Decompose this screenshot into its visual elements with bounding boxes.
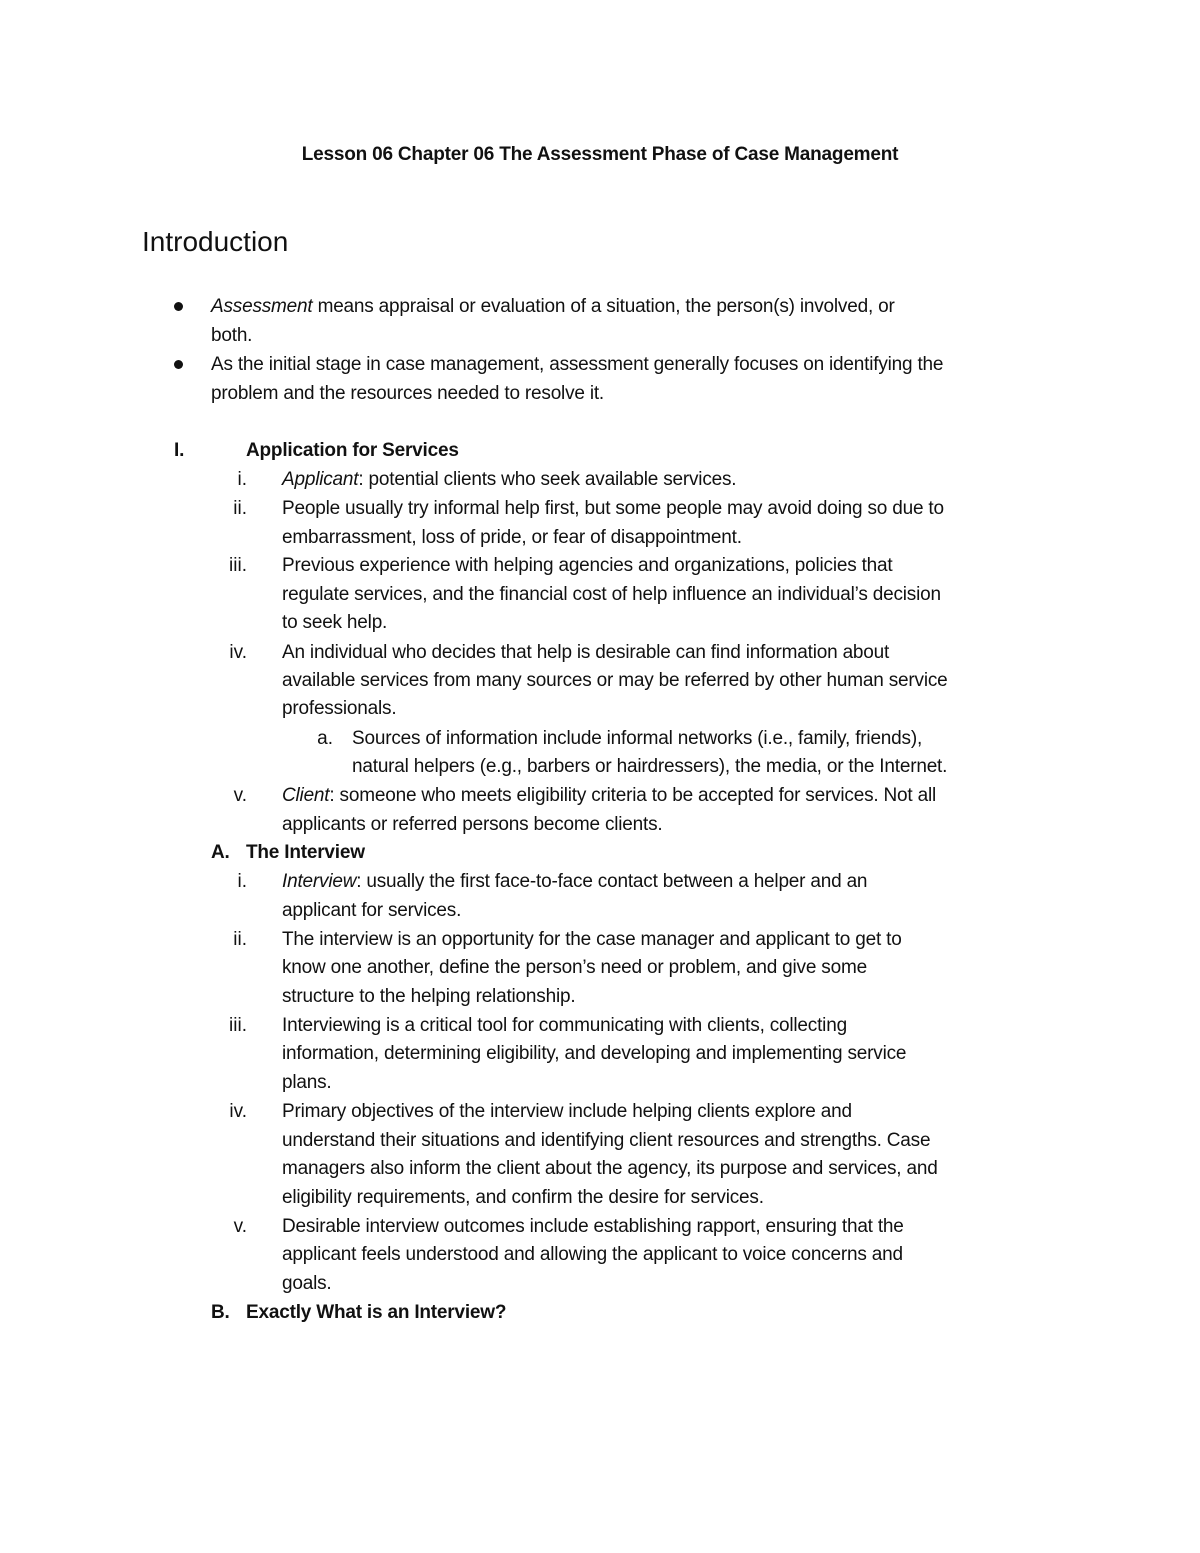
section-b-heading: Exactly What is an Interview? xyxy=(246,1302,507,1323)
list-item-line: Sources of information include informal networks (i.e., family, friends), xyxy=(352,728,923,749)
section-a-heading: The Interview xyxy=(246,842,365,863)
intro-bullet-1-line-2: both. xyxy=(211,325,253,346)
section-b-marker: B. xyxy=(211,1302,230,1323)
list-item-line: natural helpers (e.g., barbers or hairdressers), the media, or the Internet. xyxy=(352,756,948,777)
list-item-line: plans. xyxy=(282,1072,332,1093)
list-marker: a. xyxy=(317,728,333,749)
intro-bullet-2-line-2: problem and the resources needed to resolve it. xyxy=(211,383,605,404)
list-marker: ii. xyxy=(233,498,247,519)
bullet-icon xyxy=(174,360,183,369)
list-marker: i. xyxy=(237,871,247,892)
list-item-line: Interview: usually the first face-to-face contact between a helper and an xyxy=(282,871,868,892)
list-item-line: to seek help. xyxy=(282,612,388,633)
list-marker: iv. xyxy=(229,642,247,663)
intro-bullet-1-line-1: Assessment means appraisal or evaluation of a situation, the person(s) involved, or xyxy=(211,296,895,317)
list-marker: ii. xyxy=(233,929,247,950)
list-item-line: information, determining eligibility, and developing and implementing service xyxy=(282,1043,907,1064)
list-item-line: embarrassment, loss of pride, or fear of disappointment. xyxy=(282,527,742,548)
bullet-icon xyxy=(174,302,183,311)
list-item-line: applicant for services. xyxy=(282,900,462,921)
list-marker: v. xyxy=(233,785,247,806)
list-item-line: Desirable interview outcomes include establishing rapport, ensuring that the xyxy=(282,1216,904,1237)
list-item-line: regulate services, and the financial cost of help influence an individual’s decision xyxy=(282,584,941,605)
section-1-marker: I. xyxy=(174,440,185,461)
list-marker: i. xyxy=(237,469,247,490)
list-item-line: managers also inform the client about the agency, its purpose and services, and xyxy=(282,1158,938,1179)
list-marker: iii. xyxy=(229,555,247,576)
list-item-line: An individual who decides that help is desirable can find information about xyxy=(282,642,890,663)
list-item-line: eligibility requirements, and confirm the desire for services. xyxy=(282,1187,764,1208)
section-a-marker: A. xyxy=(211,842,230,863)
list-item-line: Previous experience with helping agencies and organizations, policies that xyxy=(282,555,893,576)
list-item-line: know one another, define the person’s need or problem, and give some xyxy=(282,957,867,978)
list-item-line: The interview is an opportunity for the case manager and applicant to get to xyxy=(282,929,902,950)
list-item-line: Interviewing is a critical tool for communicating with clients, collecting xyxy=(282,1015,847,1036)
list-item-line: Client: someone who meets eligibility criteria to be accepted for services. Not all xyxy=(282,785,936,806)
section-1-heading: Application for Services xyxy=(246,440,459,461)
list-item-line: Applicant: potential clients who seek available services. xyxy=(282,469,737,490)
list-item-line: applicants or referred persons become clients. xyxy=(282,814,663,835)
introduction-heading: Introduction xyxy=(142,226,289,257)
list-marker: iv. xyxy=(229,1101,247,1122)
list-marker: v. xyxy=(233,1216,247,1237)
page-title: Lesson 06 Chapter 06 The Assessment Phase of Case Management xyxy=(301,144,899,165)
list-item-line: goals. xyxy=(282,1273,332,1294)
list-item-line: understand their situations and identifying client resources and strengths. Case xyxy=(282,1130,931,1151)
list-item-line: available services from many sources or may be referred by other human service xyxy=(282,670,948,691)
list-item-line: Primary objectives of the interview include helping clients explore and xyxy=(282,1101,852,1122)
list-marker: iii. xyxy=(229,1015,247,1036)
list-item-line: structure to the helping relationship. xyxy=(282,986,576,1007)
list-item-line: People usually try informal help first, but some people may avoid doing so due to xyxy=(282,498,944,519)
list-item-line: applicant feels understood and allowing the applicant to voice concerns and xyxy=(282,1244,903,1265)
list-item-line: professionals. xyxy=(282,698,397,719)
intro-bullet-2-line-1: As the initial stage in case management, assessment generally focuses on identifying the xyxy=(211,354,944,375)
